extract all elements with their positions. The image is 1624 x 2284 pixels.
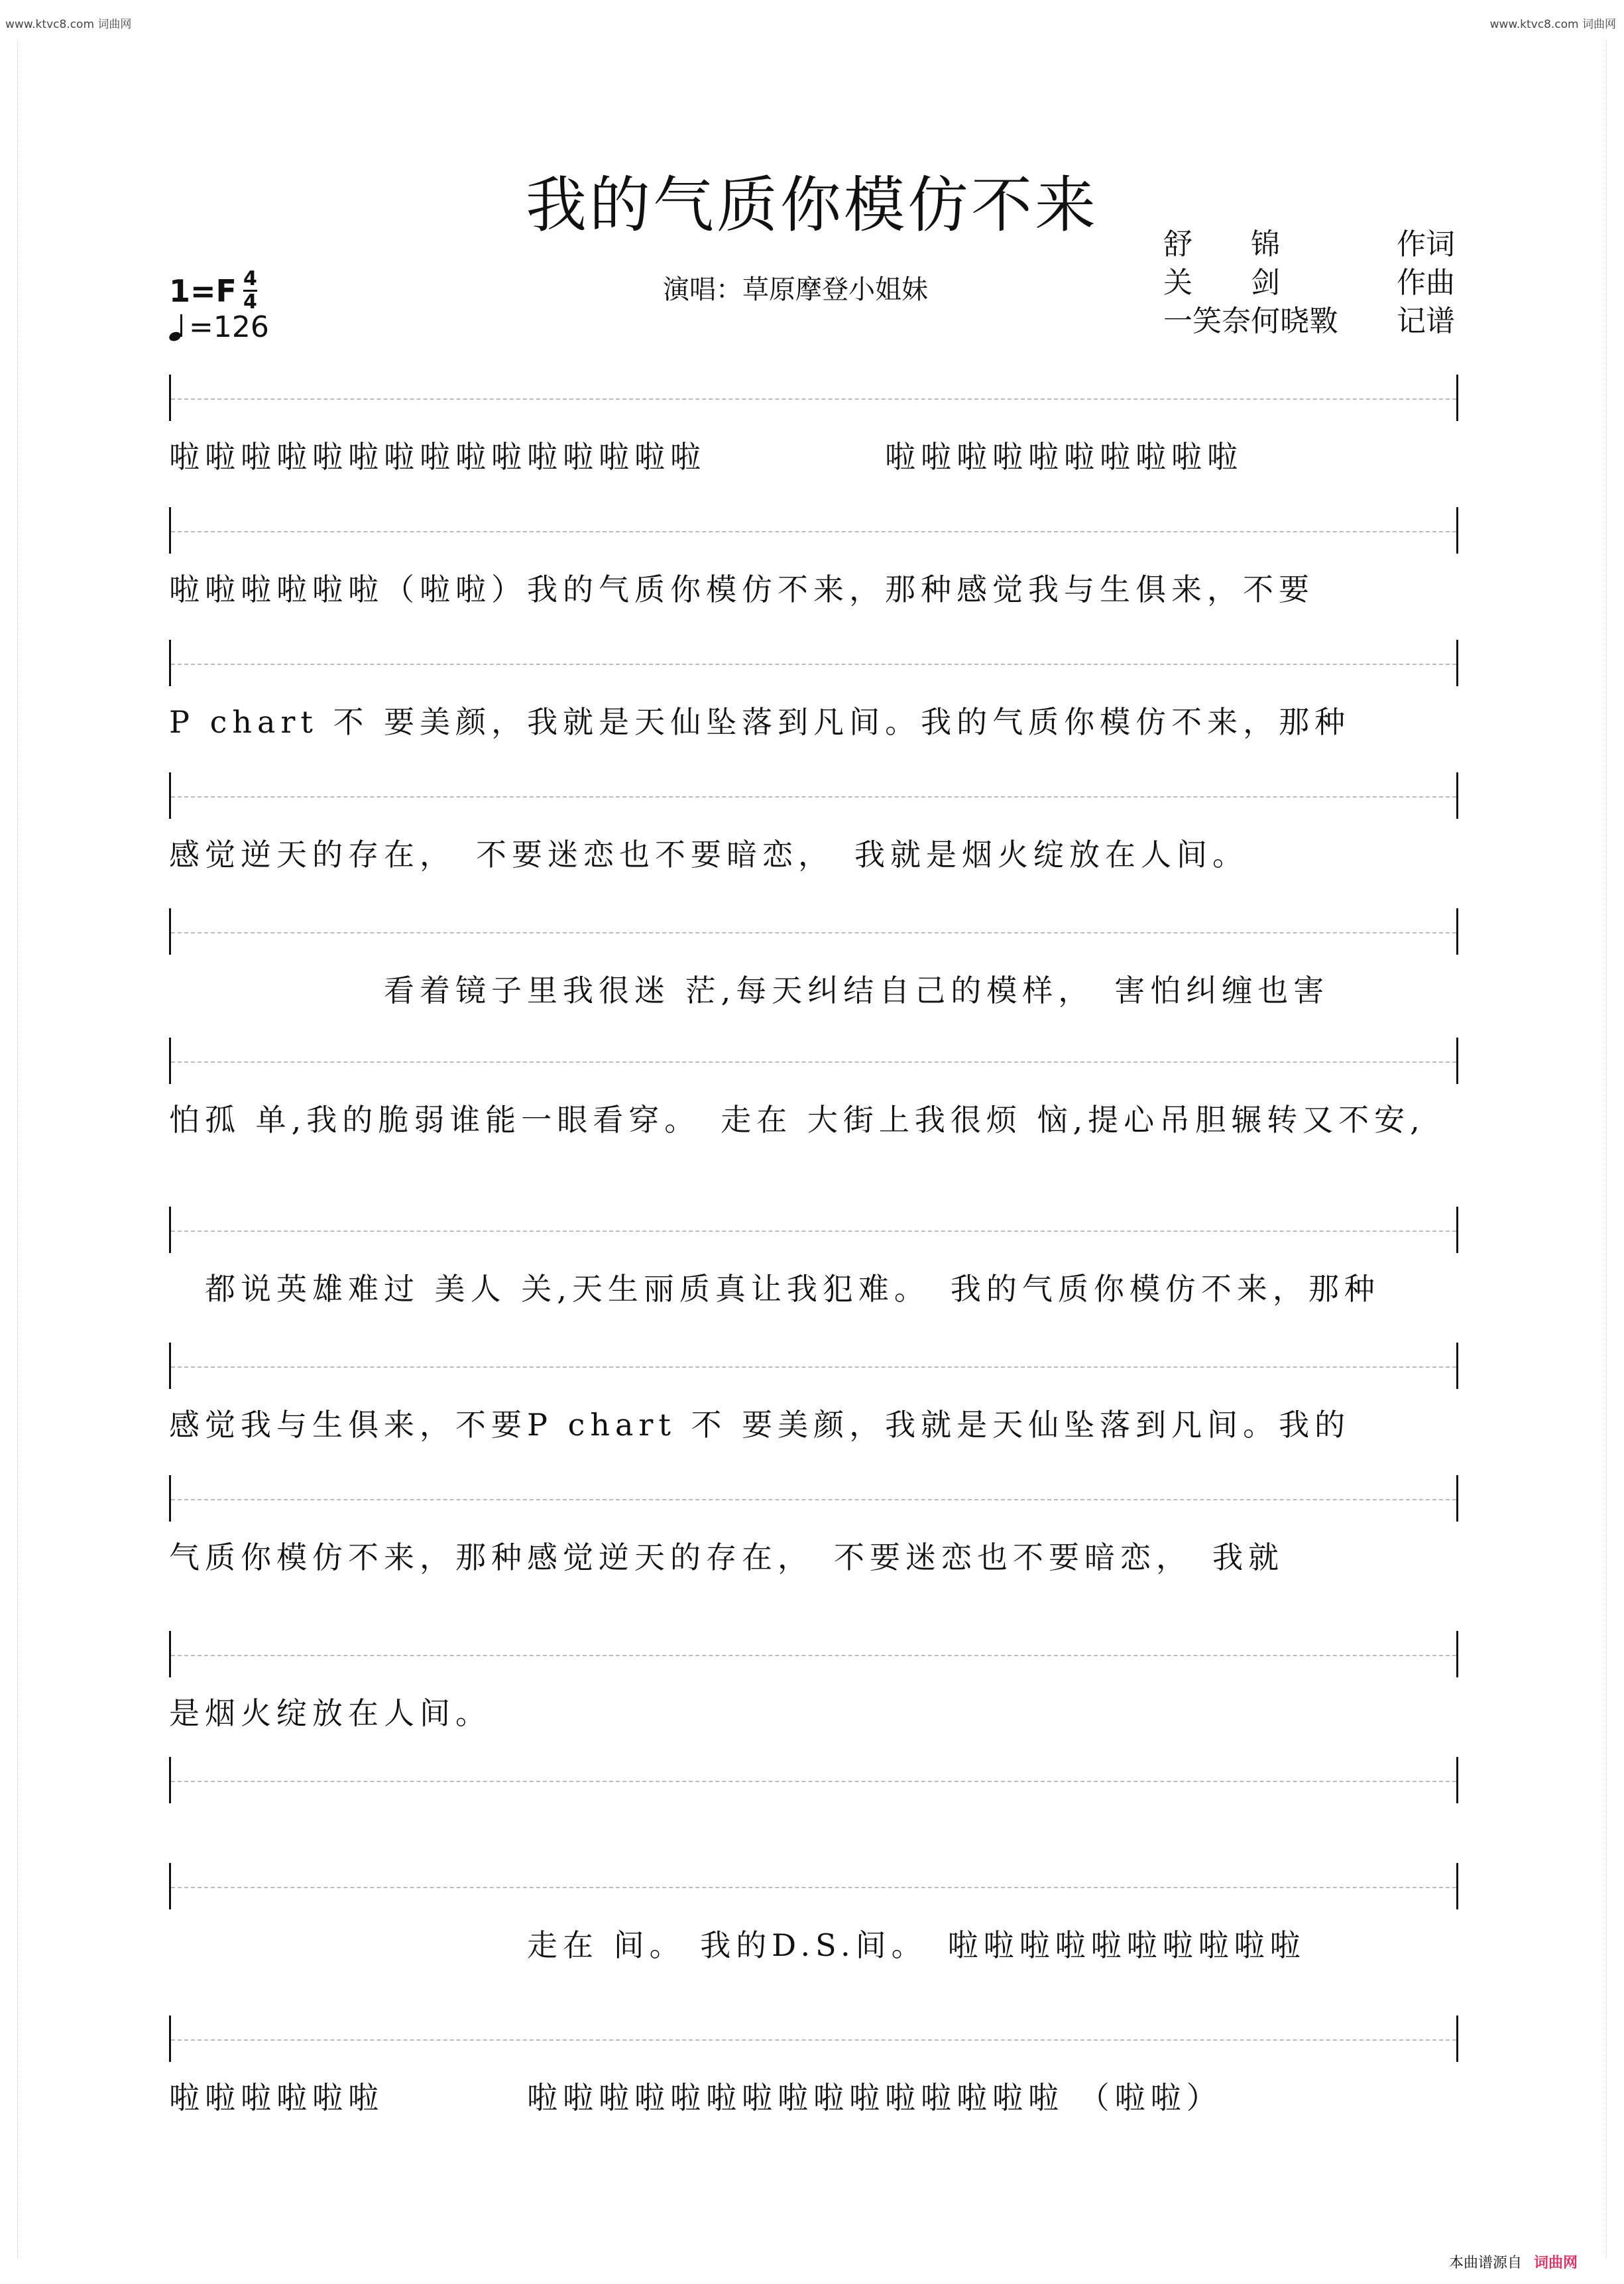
key-signature [169,269,257,313]
notation-row-placeholder [169,1343,1458,1389]
quarter-note-icon [169,314,184,341]
tempo-value: =126 [189,310,269,344]
score-system [169,640,1458,742]
side-watermark-strip-right [1606,40,1624,2257]
notation-row-placeholder [169,1863,1458,1909]
site-watermark-left: www.ktvc8.com 词曲网 [5,18,132,31]
score-system [169,1475,1458,1577]
lyric-line: 感觉我与生俱来，不要P chart 不 要美颜，我就是天仙坠落到凡间。我的 [169,1407,1351,1443]
lyric-line: P chart 不 要美颜，我就是天仙坠落到凡间。我的气质你模仿不来，那种 [169,704,1351,740]
score-system [169,908,1458,1010]
credit-composer [1163,264,1455,302]
singer-line: 演唱：草原摩登小姐妹 [663,274,928,305]
credit-role: 作曲 [1397,266,1455,300]
score-system [169,1863,1458,1965]
song-title: 我的气质你模仿不来 [525,170,1098,241]
time-sig-bottom: 4 [243,290,257,314]
score-system [169,2015,1458,2118]
notation-row-placeholder [169,1631,1458,1677]
credit-lyricist [1163,225,1455,264]
score-system [169,1757,1458,1815]
notation-row-placeholder [169,507,1458,554]
time-signature [243,269,257,313]
lyric-line: 感觉逆天的存在， 不要迷恋也不要暗恋， 我就是烟火绽放在人间。 [169,837,1248,872]
tempo-marking [169,310,269,344]
lyric-line: 啦啦啦啦啦啦 啦啦啦啦啦啦啦啦啦啦啦啦啦啦啦 （啦啦） [169,2080,1222,2116]
credit-transcriber [1163,302,1455,341]
notation-row-placeholder [169,375,1458,421]
score-system [169,1631,1458,1733]
time-sig-top: 4 [243,267,257,290]
lyric-line: 走在 间。 我的D.S.间。 啦啦啦啦啦啦啦啦啦啦 [169,1927,1306,1963]
site-watermark-right: www.ktvc8.com 词曲网 [1489,18,1616,31]
credit-name: 一笑奈何晓斁 [1163,304,1338,338]
notation-row-placeholder [169,908,1458,955]
credit-name: 舒 锦 [1163,227,1280,261]
footer-text: 本曲谱源自 [1448,2255,1522,2271]
credit-role: 记谱 [1397,304,1455,338]
notation-row-placeholder [169,1757,1458,1803]
score-system [169,772,1458,874]
lyric-line: 气质你模仿不来，那种感觉逆天的存在， 不要迷恋也不要暗恋， 我就 [169,1539,1284,1575]
lyric-line: 啦啦啦啦啦啦啦啦啦啦啦啦啦啦啦 啦啦啦啦啦啦啦啦啦啦 [169,439,1243,475]
lyric-line: 怕孤 单,我的脆弱谁能一眼看穿。 走在 大街上我很烦 恼,提心吊胆辗转又不安, [169,1102,1425,1138]
score-system [169,1038,1458,1140]
lyric-line: 看着镜子里我很迷 茫,每天纠结自己的模样， 害怕纠缠也害 [169,973,1330,1008]
notation-row-placeholder [169,640,1458,686]
key-label: 1=F [169,272,237,309]
score-system [169,507,1458,609]
footer [1449,2252,1578,2272]
score-system [169,375,1458,477]
notation-row-placeholder [169,1038,1458,1084]
credit-name: 关 剑 [1163,266,1280,300]
notation-row-placeholder [169,1475,1458,1522]
lyric-line: 是烟火绽放在人间。 [169,1695,491,1731]
footer-logo[interactable]: 词曲网 [1533,2255,1578,2271]
credit-role: 作词 [1397,227,1455,261]
notation-row-placeholder [169,1207,1458,1253]
notation-row-placeholder [169,772,1458,819]
credits-block [1163,225,1455,341]
lyric-line: 都说英雄难过 美人 关,天生丽质真让我犯难。 我的气质你模仿不来，那种 [169,1271,1380,1307]
side-watermark-strip-left [0,40,18,2257]
score-system [169,1207,1458,1309]
notation-row-placeholder [169,2015,1458,2062]
score-system [169,1343,1458,1445]
lyric-line: 啦啦啦啦啦啦（啦啦）我的气质你模仿不来，那种感觉我与生俱来，不要 [169,571,1314,607]
